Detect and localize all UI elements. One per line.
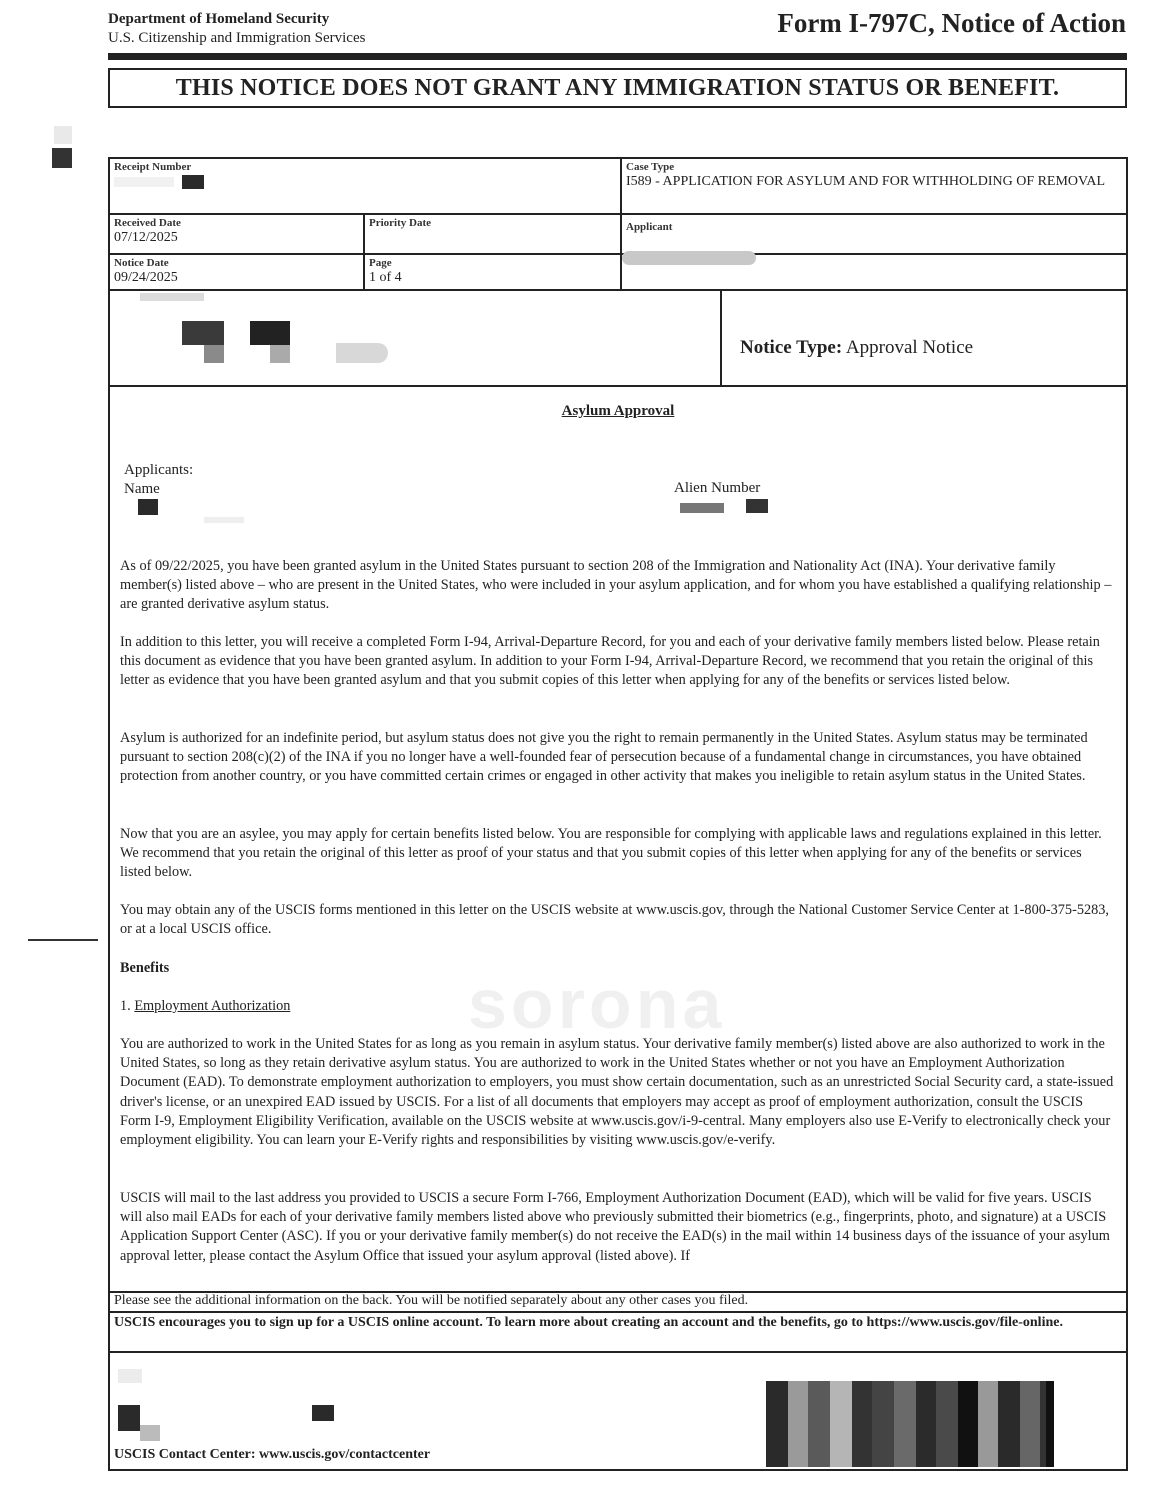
applicants-label: Applicants:: [124, 462, 194, 478]
paragraph-4: Now that you are an asylee, you may apply for certain benefits listed below. You are responsible for complying with applicable laws and regulations explained in this letter. We recommend that you retain the original of this letter as proof of your status and that you submit copies of this letter when applying for any of the benefits or services listed below.: [120, 826, 1102, 881]
redacted-applicant-name: [622, 251, 756, 265]
header-rule: [108, 53, 1127, 60]
barcode-bar: [936, 1381, 958, 1467]
redacted-alien-number-b: [746, 499, 768, 513]
margin-mark-faint: [54, 126, 72, 144]
notice-date-label: Notice Date: [114, 257, 169, 269]
notice-frame: [108, 157, 1128, 1471]
barcode-bar: [978, 1381, 998, 1467]
case-type-cell: [622, 159, 1126, 213]
agency-header: [108, 10, 365, 48]
case-type-value: I589 - APPLICATION FOR ASYLUM AND FOR WITHHOLDING OF REMOVAL: [626, 174, 1106, 189]
watermark: sorona: [468, 965, 726, 1043]
paragraph-1: As of 09/22/2025, you have been granted asylum in the United States pursuant to section 208 of the Immigration and Nationality Act (INA). Your derivative family member(s) listed above – who are present in the United States, who were included in your asylum application, and for whom you have established a qualifying relationship – are granted derivative asylum status.: [120, 558, 1112, 613]
receipt-number-label: Receipt Number: [114, 161, 192, 173]
receipt-number-cell: [110, 159, 620, 213]
agency-name: U.S. Citizenship and Immigration Services: [108, 30, 366, 46]
redacted-name-faint: [204, 517, 244, 523]
received-date-cell: [110, 215, 363, 253]
paragraph-3: Asylum is authorized for an indefinite period, but asylum status does not give you the right to remain permanently in the United States. Asylum status may be terminated pursuant to section 208(c)(2) of the INA if you no longer have a well-founded fear of persecution because of a fundamental change in circumstances, you have obtained protection from another country, or you have committed certain crimes or engaged in other activity that makes you ineligible to retain asylum status in the United States.: [120, 730, 1088, 785]
notice-type-value: Approval Notice: [845, 337, 974, 358]
notice-date-cell: [110, 255, 363, 289]
redacted-address-1: [182, 321, 224, 345]
notice-date-value: 09/24/2025: [114, 270, 178, 285]
paragraph-2: In addition to this letter, you will receive a completed Form I-94, Arrival-Departure Record, for you and each of your derivative family members listed below. Please retain this document as evidence that you have been granted asylum. In addition to your Form I-94, Arrival-Departure Record, we recommend that you retain the original of this letter as evidence that you have been granted asylum and that you submit copies of this letter when applying for any of the benefits or services listed below.: [120, 634, 1100, 689]
barcode: [766, 1381, 1054, 1467]
barcode-bar: [872, 1381, 894, 1467]
form-title: Form I-797C, Notice of Action: [777, 8, 1126, 38]
barcode-bar: [916, 1381, 936, 1467]
additional-info-note: Please see the additional information on the back. You will be notified separately about any other cases you filed.: [114, 1293, 749, 1308]
margin-line: [28, 939, 98, 941]
barcode-bar: [998, 1381, 1020, 1467]
case-type-label: Case Type: [626, 161, 675, 173]
page-label: Page: [369, 257, 392, 269]
department-name: Department of Homeland Security: [108, 11, 330, 27]
barcode-bar: [852, 1381, 872, 1467]
redacted-address-3: [250, 321, 290, 345]
alien-number-label: Alien Number: [674, 480, 761, 496]
applicants-block: [124, 461, 193, 499]
page-value: 1 of 4: [369, 270, 402, 285]
status-banner: THIS NOTICE DOES NOT GRANT ANY IMMIGRATION STATUS OR BENEFIT.: [108, 68, 1127, 108]
margin-mark: [52, 148, 72, 168]
contact-center: USCIS Contact Center: www.uscis.gov/contactcenter: [114, 1447, 431, 1462]
barcode-bar: [1020, 1381, 1040, 1467]
applicant-cell: [622, 215, 1126, 253]
notice-type: [740, 337, 973, 359]
barcode-bar: [766, 1381, 788, 1467]
redacted-address-5: [336, 343, 388, 363]
received-date-label: Received Date: [114, 217, 181, 229]
redacted-mailing-2: [118, 1405, 140, 1431]
paragraph-5: You may obtain any of the USCIS forms mentioned in this letter on the USCIS website at www.uscis.gov, through the National Customer Service Center at 1-800-375-5283, or at a local USCIS office.: [120, 902, 1109, 938]
employment-number: 1.: [120, 998, 131, 1014]
notice-type-label: Notice Type:: [740, 337, 843, 358]
redacted-alien-number-a: [680, 503, 724, 513]
redacted-address-2: [204, 345, 224, 363]
redacted-name: [138, 499, 158, 515]
benefits-heading: Benefits: [120, 960, 170, 976]
barcode-bar: [808, 1381, 830, 1467]
online-account-note: USCIS encourages you to sign up for a USCIS online account. To learn more about creating an account and the benefits, go to https://www.uscis.gov/file-online.: [114, 1315, 1063, 1330]
employment-paragraph-2: USCIS will mail to the last address you provided to USCIS a secure Form I-766, Employment Authorization Document (EAD), which will be valid for five years. USCIS will also mail EADs for each of your derivative family members listed above who previously submitted their biometrics (e.g., fingerprints, photo, and signature) at a USCIS Application Support Center (ASC). If you or your derivative family member(s) do not receive the EAD(s) in the mail within 14 business days of the issuance of your asylum approval letter, please contact the Asylum Office that issued your asylum approval (listed above). If: [120, 1190, 1110, 1264]
redacted-mailing-1: [118, 1369, 142, 1383]
redacted-receipt-faint: [114, 177, 174, 187]
page-cell: [365, 255, 620, 289]
barcode-bar: [894, 1381, 916, 1467]
employment-paragraph-1: You are authorized to work in the United States for as long as you remain in asylum status. Your derivative family member(s) listed above are also authorized to work in the United States, so long as they retain derivative asylum status. You are authorized to work in the United States whether or not you have an Employment Authorization Document (EAD). To demonstrate employment authorization to employers, you must show certain documentation, such as an unrestricted Social Security card, a state-issued driver's license, or an unexpired EAD issued by USCIS. For a list of all documents that employers may accept as proof of employment authorization, consult the USCIS Form I-9, Employment Eligibility Verification, available on the USCIS website at www.uscis.gov/i-9-central. Many employers also use E-Verify to electronically check your employment eligibility. You can learn your E-Verify rights and responsibilities by visiting www.uscis.gov/e-verify.: [120, 1036, 1114, 1149]
barcode-bar: [788, 1381, 808, 1467]
priority-date-label: Priority Date: [369, 217, 431, 229]
applicant-label: Applicant: [626, 221, 673, 233]
redacted-address-block: [140, 293, 204, 301]
barcode-bar: [830, 1381, 852, 1467]
redacted-mailing-3: [140, 1425, 160, 1441]
received-date-value: 07/12/2025: [114, 230, 178, 245]
employment-heading-text: Employment Authorization: [134, 998, 291, 1014]
redacted-receipt-number: [182, 175, 204, 189]
section-title: Asylum Approval: [561, 403, 675, 419]
barcode-bar: [958, 1381, 978, 1467]
redacted-mailing-4: [312, 1405, 334, 1421]
priority-date-cell: [365, 215, 620, 253]
name-label: Name: [124, 481, 160, 497]
employment-heading: [120, 997, 290, 1016]
barcode-bar: [1046, 1381, 1054, 1467]
redacted-address-4: [270, 345, 290, 363]
